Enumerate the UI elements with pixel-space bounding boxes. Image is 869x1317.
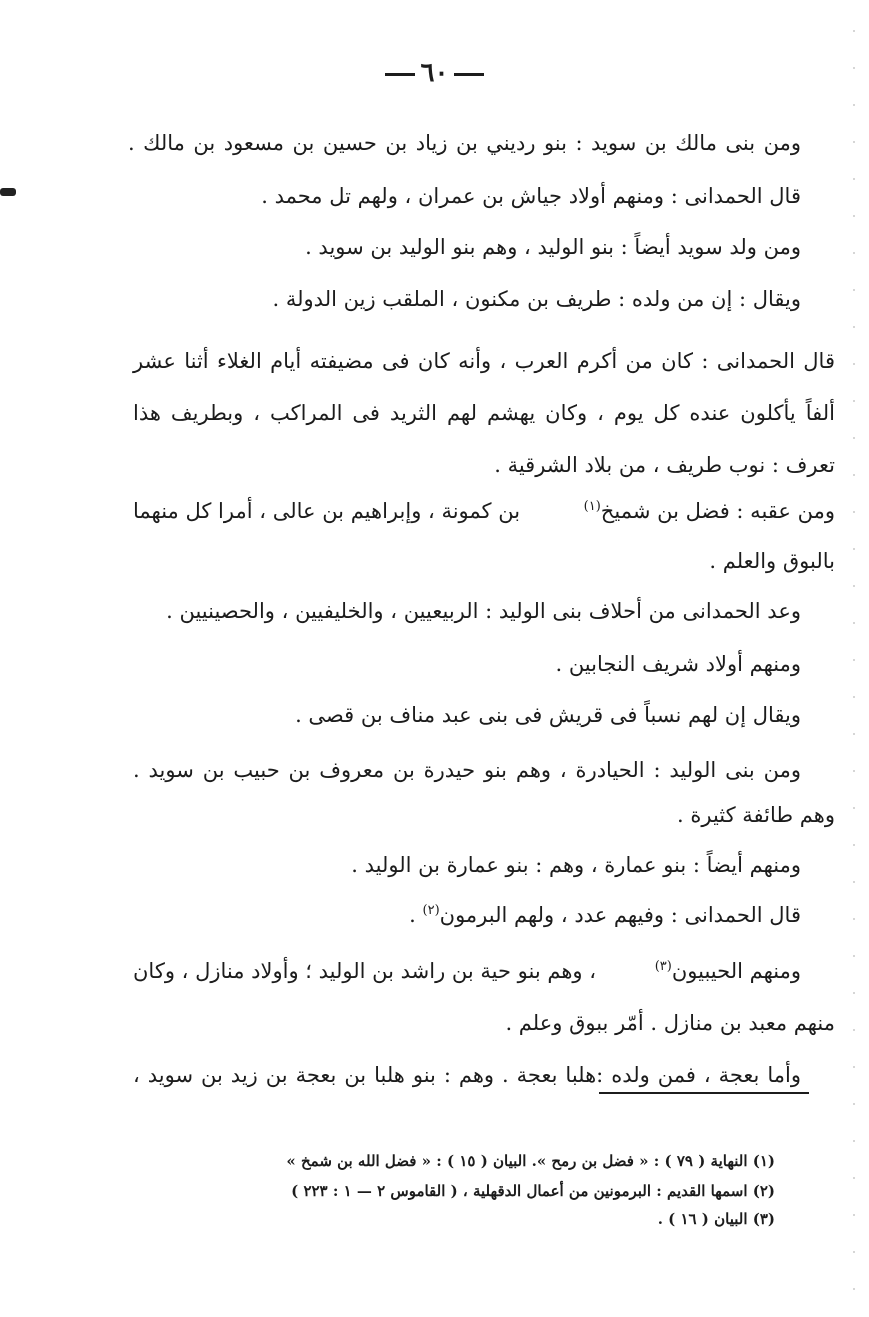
- text-line: وهم طائفة كثيرة .: [677, 803, 835, 827]
- text-line: وأما بعجة ، فمن ولده :هلبا بعجة . وهم : بنو هلبا بن بعجة بن زيد بن سويد ،: [133, 1063, 801, 1087]
- text-segment: بن كمونة ، وإبراهيم بن عالى ، أمرا كل منهما: [133, 499, 521, 523]
- footnote: (١) النهاية ( ٧٩ ) : « فضل بن رمح ». البيان ( ١٥ ) : « فضل الله بن شمخ »: [286, 1152, 775, 1170]
- text-line: ومن بنى الوليد : الحيادرة ، وهم بنو حيدرة بن معروف بن حبيب بن سويد .: [133, 758, 801, 782]
- text-line: ومنهم أولاد شريف النجابين .: [555, 652, 801, 676]
- footnote-separator: [599, 1092, 809, 1094]
- text-line: منهم معبد بن منازل . أمّر ببوق وعلم .: [505, 1011, 835, 1035]
- text-line: قال الحمدانى : وفيهم عدد ، ولهم البرمون$^{(٢)}$ .: [409, 903, 801, 927]
- text-line: تعرف : نوب طريف ، من بلاد الشرقية .: [494, 453, 835, 477]
- footnote: (٣) البيان ( ١٦ ) .: [657, 1210, 775, 1228]
- text-line: [133, 496, 835, 526]
- text-line: ويقال إن لهم نسباً فى قريش فى بنى عبد مناف بن قصى .: [295, 703, 801, 727]
- text-line: [133, 956, 801, 986]
- footnote-ref: (٢): [422, 903, 440, 918]
- text-line: ومن ولد سويد أيضاً : بنو الوليد ، وهم بنو الوليد بن سويد .: [305, 235, 801, 259]
- text-line: ومن بنى مالك بن سويد : بنو رديني بن زياد بن حسين بن مسعود بن مالك .: [128, 131, 801, 155]
- text-line: بالبوق والعلم .: [709, 549, 835, 573]
- scan-edge-specks: [853, 30, 855, 1290]
- text-segment: ، وهم بنو حية بن راشد بن الوليد ؛ وأولاد منازل ، وكان: [133, 959, 597, 983]
- text-segment: ومنهم الحيبيون$^{(٣)}$: [654, 959, 801, 983]
- footnote: (٢) اسمها القديم : البرمونين من أعمال الدقهلية ، ( القاموس ٢ — ١ : ٢٢٣ ): [291, 1182, 775, 1200]
- footnote-ref: (٣): [654, 959, 672, 974]
- text-line: قال الحمدانى : ومنهم أولاد جياش بن عمران ، ولهم تل محمد .: [261, 184, 801, 208]
- text-line: ألفاً يأكلون عنده كل يوم ، وكان يهشم لهم الثريد فى المراكب ، وبطريف هذا: [133, 401, 835, 425]
- text-line: قال الحمدانى : كان من أكرم العرب ، وأنه كان فى مضيفته أيام الغلاء أثنا عشر: [133, 349, 835, 373]
- text-segment: ومن عقبه : فضل بن شميخ$^{(١)}$: [583, 499, 835, 523]
- page-number: ٦٠: [0, 58, 869, 88]
- text-line: ومنهم أيضاً : بنو عمارة ، وهم : بنو عمارة بن الوليد .: [351, 853, 801, 877]
- footnote-ref: (١): [583, 499, 601, 514]
- text-line: ويقال : إن من ولده : طريف بن مكنون ، الملقب زين الدولة .: [272, 287, 801, 311]
- scan-edge-mark: [0, 188, 16, 196]
- text-line: وعد الحمدانى من أحلاف بنى الوليد : الربيعيين ، والخليفيين ، والحصينيين .: [166, 599, 801, 623]
